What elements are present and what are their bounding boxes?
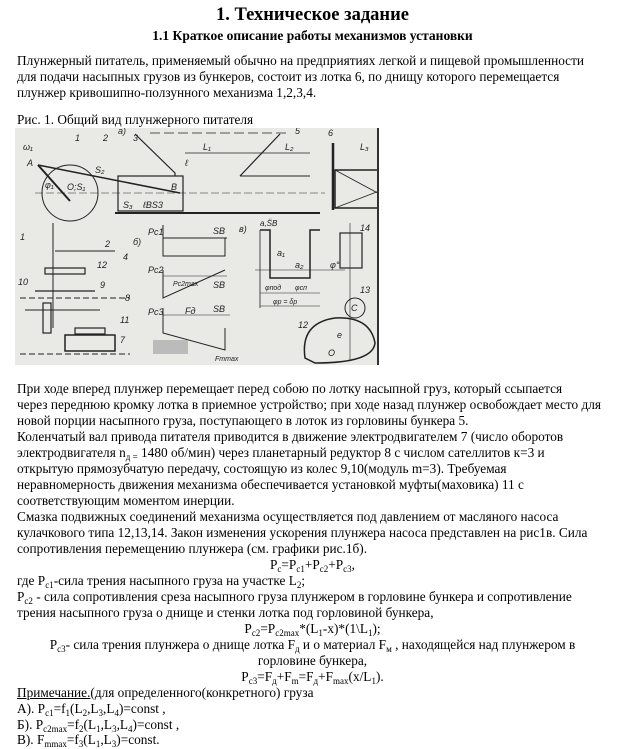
label-2b: 2 bbox=[105, 239, 111, 249]
s: 1 bbox=[367, 628, 373, 638]
label-S3: S₃ bbox=[123, 200, 133, 210]
p2-line-4: неравномерность движения механизма обеспечивается установкой муфты(маховика) 11 с bbox=[17, 477, 524, 492]
pc3-line-2: горловине бункера, bbox=[257, 653, 368, 668]
s: c3 bbox=[343, 564, 352, 574]
label-11: 11 bbox=[120, 315, 130, 325]
intro-line-1: Плунжерный питатель, применяемый обычно на предприятиях легкой и пищевой промышленности bbox=[17, 53, 585, 68]
section-subtitle: 1.1 Краткое описание работы механизмов установки bbox=[152, 28, 473, 43]
t: =f bbox=[53, 701, 66, 716]
label-9: 9 bbox=[100, 280, 106, 290]
t: *(L bbox=[299, 621, 319, 636]
t: P bbox=[49, 637, 58, 652]
note-title: Примечание. bbox=[17, 685, 91, 700]
label-1: 1 bbox=[75, 133, 81, 143]
t: , bbox=[351, 557, 355, 572]
subscript: д = bbox=[125, 452, 138, 462]
s: c1 bbox=[296, 564, 305, 574]
note-heading bbox=[17, 684, 314, 701]
label-C: C bbox=[351, 303, 358, 313]
s: c2max bbox=[43, 724, 68, 734]
label-12b: 12 bbox=[298, 320, 309, 330]
label-phi-deg: φ° bbox=[330, 260, 340, 270]
s: 1 bbox=[96, 724, 101, 734]
p3-line-3: сопротивления перемещению плунжера (см. графики рис.1б). bbox=[17, 541, 368, 556]
label-3: 3 bbox=[133, 133, 139, 143]
text: 1480 об/мин) через планетарный редуктор 8 с числом сателлитов к=3 и bbox=[137, 445, 545, 460]
p1-line-3: новой порции насыпного груза, поступающего в лоток из горловины бункера 5. bbox=[17, 413, 469, 428]
p2-line-5: соответствующим моментом инерции. bbox=[17, 493, 235, 508]
text: электродвигателя n bbox=[17, 445, 126, 460]
s: 3 bbox=[78, 739, 84, 749]
t: ,L bbox=[116, 717, 129, 732]
label-10: 10 bbox=[18, 277, 29, 287]
s: 1 bbox=[65, 708, 71, 718]
label-Fd: Fд bbox=[185, 306, 196, 316]
s: 1 bbox=[95, 739, 101, 749]
s: c3 bbox=[248, 676, 258, 686]
s: 3 bbox=[111, 739, 117, 749]
label-e: e bbox=[337, 330, 343, 340]
t: )=const , bbox=[118, 701, 166, 716]
t: +F bbox=[318, 669, 334, 684]
p2-line-1: Коленчатый вал привода питателя приводится в движение электродвигателем 7 (число оборотов bbox=[17, 429, 564, 444]
label-b: б) bbox=[133, 237, 142, 247]
note-item-c bbox=[17, 731, 160, 748]
s: 1 bbox=[318, 628, 323, 638]
t: (L bbox=[83, 717, 97, 732]
figure-plunger-feeder bbox=[15, 128, 379, 365]
s: c2 bbox=[251, 628, 261, 638]
t: (L bbox=[70, 701, 83, 716]
p3-line-2: кулачкового типа 12,13,14. Закон изменения ускорения плунжера насоса представлен на рис1в. Сила bbox=[17, 525, 588, 540]
pc3-line-1 bbox=[0, 636, 625, 653]
label-phi: φ₁ bbox=[45, 180, 54, 190]
label-Pc3: Pc3 bbox=[148, 307, 164, 317]
label-Pc2max: Pc2max bbox=[173, 281, 199, 288]
label-12: 12 bbox=[97, 260, 108, 270]
label-phi-pod: φпод bbox=[265, 285, 282, 292]
s: д bbox=[272, 676, 277, 686]
label-a: а) bbox=[118, 128, 127, 136]
t: +F bbox=[276, 669, 292, 684]
label-S2: S₂ bbox=[95, 165, 105, 175]
label-omega: ω₁ bbox=[23, 142, 33, 152]
label-l: ℓ bbox=[185, 158, 188, 168]
s: m bbox=[291, 676, 299, 686]
t: - сила сопротивления среза насыпного груза плунжером в горловине бункера и сопротивление bbox=[32, 589, 572, 604]
s: c bbox=[277, 564, 282, 574]
t: ); bbox=[372, 621, 381, 636]
label-8: 8 bbox=[125, 293, 131, 303]
s: 4 bbox=[114, 708, 119, 718]
label-L3: L₃ bbox=[360, 142, 369, 152]
p2-line-2 bbox=[17, 444, 545, 461]
s: mmax bbox=[44, 739, 67, 749]
label-phi-sp: φсп bbox=[295, 285, 307, 292]
t: =F bbox=[298, 669, 314, 684]
s: c2 bbox=[24, 596, 33, 606]
label-phi-r: φр = δр bbox=[273, 299, 298, 306]
formula-pc3 bbox=[0, 668, 625, 685]
label-a1: a₁ bbox=[277, 248, 285, 258]
p2-line-3: открытую прямозубчатую передачу, состоящую из колес 9,10(модуль m=3). Требуемая bbox=[17, 461, 507, 476]
label-SB1: SB bbox=[213, 226, 226, 236]
intro-line-3: плунжер кривошипно-ползунного механизма 1,2,3,4. bbox=[17, 85, 317, 100]
s: д bbox=[313, 676, 319, 686]
t: ,L bbox=[87, 701, 99, 716]
pc2-line-1 bbox=[17, 588, 572, 605]
s: 2 bbox=[79, 724, 84, 734]
t: =f bbox=[67, 717, 80, 732]
t: =P bbox=[260, 621, 276, 636]
t: P bbox=[241, 669, 249, 684]
t: и о материал F bbox=[299, 637, 387, 652]
label-L1: L₁ bbox=[203, 142, 211, 152]
t: =P bbox=[281, 557, 297, 572]
label-SB3: SB bbox=[213, 304, 226, 314]
label-13: 13 bbox=[360, 285, 371, 295]
s: 2 bbox=[82, 708, 88, 718]
label-Fmmax: Fmmax bbox=[215, 356, 239, 363]
t: +P bbox=[304, 557, 320, 572]
label-B: B bbox=[171, 182, 178, 192]
label-v: в) bbox=[239, 224, 247, 234]
where-pc1 bbox=[17, 572, 305, 589]
t: =F bbox=[257, 669, 273, 684]
s: 4 bbox=[128, 724, 133, 734]
s: 1 bbox=[371, 676, 376, 686]
t: P bbox=[270, 557, 278, 572]
t: ,L bbox=[100, 717, 113, 732]
s: 3 bbox=[98, 708, 104, 718]
t: (для определенного(конкретного) груза bbox=[90, 685, 314, 700]
t: )=const. bbox=[116, 732, 160, 747]
label-5: 5 bbox=[295, 128, 301, 136]
t: , находящейся над плунжером в bbox=[391, 637, 576, 652]
label-2: 2 bbox=[103, 133, 109, 143]
s: д bbox=[295, 644, 300, 654]
formula-pc bbox=[0, 556, 625, 573]
label-a2: a₂ bbox=[295, 260, 304, 270]
t: -x)*(1\L bbox=[322, 621, 368, 636]
label-7: 7 bbox=[120, 335, 126, 345]
s: c2 bbox=[319, 564, 329, 574]
label-O2: O bbox=[328, 348, 336, 358]
t: Б). P bbox=[17, 717, 44, 732]
t: А). P bbox=[17, 701, 46, 716]
label-L2: L₂ bbox=[285, 142, 294, 152]
pc2-line-2: трения насыпного груза о днище и стенки лотка под горловиной бункера, bbox=[17, 605, 434, 620]
t: -сила трения насыпного груза на участке L bbox=[53, 573, 297, 588]
label-4: 4 bbox=[123, 252, 129, 262]
page-title: 1. Техническое задание bbox=[216, 5, 409, 25]
s: м bbox=[386, 644, 392, 654]
label-aS: a,S̈B bbox=[260, 219, 278, 228]
s: c1 bbox=[45, 580, 54, 590]
label-Pc1: Pc1 bbox=[148, 227, 164, 237]
label-Pc2: Pc2 bbox=[148, 265, 164, 275]
t: (L bbox=[83, 732, 96, 747]
t: ). bbox=[375, 669, 384, 684]
t: где P bbox=[17, 573, 46, 588]
s: 3 bbox=[112, 724, 117, 734]
p1-line-2: через переднюю кромку лотка в приемное устройство; при ходе назад плунжер освобождает место для bbox=[17, 397, 601, 412]
s: c1 bbox=[45, 708, 54, 718]
t: ,L bbox=[100, 732, 112, 747]
label-14: 14 bbox=[360, 223, 371, 233]
note-item-a bbox=[17, 700, 166, 717]
label-A: A bbox=[27, 158, 34, 168]
t: ; bbox=[301, 573, 306, 588]
label-lBS3: ℓBS3 bbox=[143, 200, 163, 210]
t: =f bbox=[66, 732, 79, 747]
t: (x/L bbox=[348, 669, 372, 684]
t: В). F bbox=[17, 732, 45, 747]
t: )=const , bbox=[132, 717, 180, 732]
intro-line-2: для подачи насыпных грузов из бункеров, состоит из лотка 6, по днищу которого перемещается bbox=[17, 69, 560, 84]
label-1b: 1 bbox=[20, 232, 26, 242]
t: P bbox=[244, 621, 252, 636]
p3-line-1: Смазка подвижных соединений механизма осуществляется под давлением от масляного насоса bbox=[17, 509, 559, 524]
s: c3 bbox=[57, 644, 66, 654]
t: P bbox=[17, 589, 25, 604]
label-O: O;S₁ bbox=[67, 182, 86, 192]
t: +P bbox=[328, 557, 344, 572]
label-SB2: SB bbox=[213, 280, 226, 290]
s: 2 bbox=[296, 580, 302, 590]
s: c2max bbox=[275, 628, 300, 638]
s: max bbox=[333, 676, 349, 686]
p1-line-1: При ходе вперед плунжер перемещает перед собою по лотку насыпной груз, который ссыпается bbox=[17, 381, 563, 396]
t: ,L bbox=[103, 701, 115, 716]
t: - сила трения плунжера о днище лотка F bbox=[65, 637, 296, 652]
figure-caption: Рис. 1. Общий вид плунжерного питателя bbox=[17, 112, 254, 127]
label-6: 6 bbox=[328, 128, 334, 138]
formula-pc2 bbox=[0, 620, 625, 637]
